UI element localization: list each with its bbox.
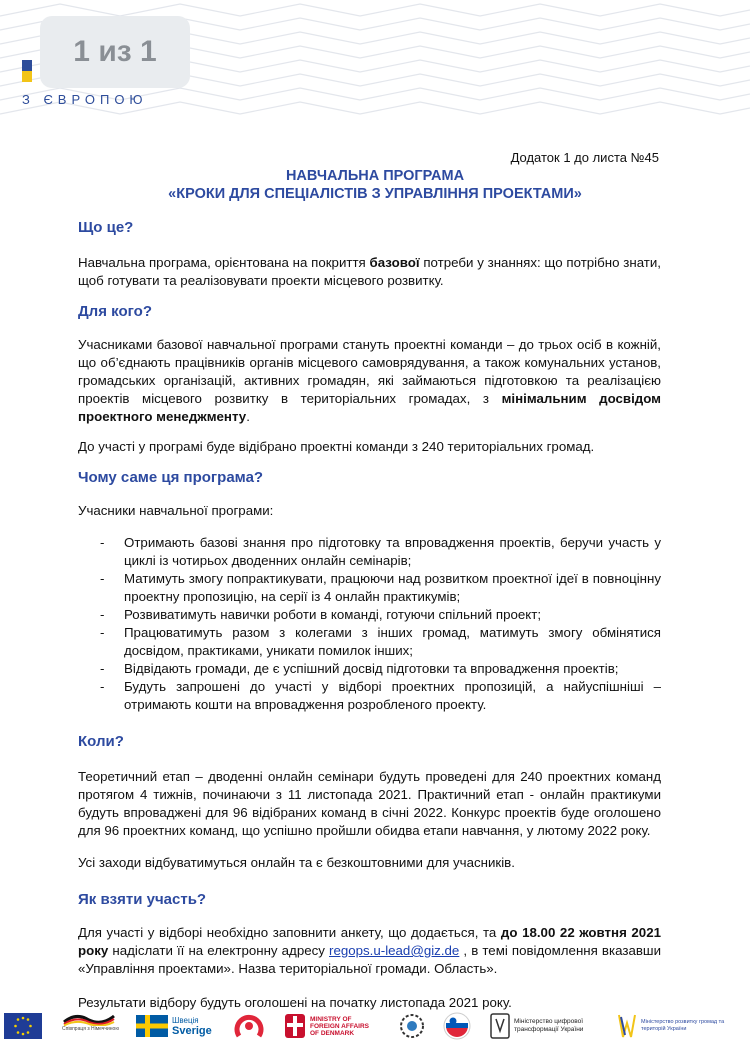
title-line-2: «КРОКИ ДЛЯ СПЕЦІАЛІСТІВ З УПРАВЛІННЯ ПРОЕКТАМИ» — [168, 186, 582, 202]
partner-logos-footer — [0, 1008, 750, 1041]
denmark-ministry-logo: MINISTRY OF FOREIGN AFFAIRS OF DENMARK — [284, 1012, 376, 1040]
heading-why: Чому саме ця програма? — [78, 469, 264, 486]
digital-ministry-logo: Міністерство цифрової трансформації України — [490, 1012, 598, 1040]
paragraph-who-count: До участі у програмі буде відібрано проектні команди з 240 територіальних громад. — [78, 439, 595, 454]
list-item: - Працюватимуть разом з колегами з інших громад, матимуть змогу обмінятися досвідом, практиками, уникати помилок інших; — [78, 624, 661, 660]
regional-ministry-logo: Міністерство розвитку громад та територій України — [616, 1012, 741, 1040]
list-item: - Розвиватимуть навички роботи в команді, готуючи спільний проект; — [78, 606, 661, 624]
list-item: - Отримають базові знання про підготовку та впровадження проектів, беручи участь у циклі із чотирьох дводенних онлайн семінарів; — [78, 534, 661, 570]
annex-note: Додаток 1 до листа №45 — [510, 150, 659, 165]
paragraph-results: Результати відбору будуть оголошені на початку листопада 2021 року. — [78, 995, 512, 1010]
list-item: - Матимуть змогу попрактикувати, працюючи над розвитком проектної ідеї в повноцінну проектну пропозицію, на серії із 4 онлайн практикумів; — [78, 570, 661, 606]
list-item: - Будуть запрошені до участі у відборі проектних пропозицій, а найуспішніші – отримають кошти на впровадження розробленого проекту. — [78, 678, 661, 714]
title-line-1: НАВЧАЛЬНА ПРОГРАМА — [285, 168, 465, 184]
paragraph-how: Для участі у відборі необхідно заповнити анкету, що додається, та до 18.00 22 жовтня 2021 року надіслати її на електронну адресу regops.u-lead@giz.de , в темі повідомлення вказавши «Управління проектами». Назва територіальної громади. Область». — [78, 925, 661, 976]
paragraph-when: Теоретичний етап – дводенні онлайн семінари будуть проведені для 240 проектних команд протягом 4 тижнів, починаючи з 11 листопада 2021. Практичний етап - онлайн практикуми будуть впроваджені для 96 відібраних команд в січні 2022. Конкурс проектів буде оголошено для 96 проектних команд, що успішно пройшли обидва етапи навчання, у лютому 2022 року. — [78, 769, 661, 838]
document-body — [78, 218, 661, 1012]
email-link[interactable]: regops.u-lead@giz.de — [329, 943, 460, 958]
eu-logo-caption: З ЄВРОПОЮ — [22, 92, 148, 107]
heading-who: Для кого? — [78, 303, 152, 320]
paragraph-who: Учасниками базової навчальної програми стануть проектні команди – до трьох осіб в кожній, що об’єднають працівників органів місцевого самоврядування, а також комунальних установ, громадських організацій, активних громадян, які займаються підготовкою та реалізацією проектів місцевого розвитку в територіальних громадах, з мінімальним досвідом проектного менеджменту. — [78, 337, 661, 424]
paragraph-when-free: Усі заходи відбуватимуться онлайн та є безкоштовними для учасників. — [78, 855, 515, 870]
paragraph-why-intro: Учасники навчальної програми: — [78, 503, 274, 518]
paragraph-what: Навчальна програма, орієнтована на покриття базової потреби у знаннях: що потрібно знати, щоб готувати та реалізовувати проекти місцевого розвитку. — [78, 255, 662, 288]
eu-flag-logo — [4, 1012, 42, 1040]
eu-logo-mark — [22, 60, 32, 82]
slovenia-logo — [443, 1012, 471, 1040]
u-lead-logo — [233, 1012, 265, 1040]
estonia-logo — [394, 1012, 430, 1040]
benefits-list — [78, 534, 661, 714]
germany-cooperation-logo: Співпраця з Німеччиною — [62, 1012, 119, 1040]
heading-what: Що це? — [78, 219, 134, 236]
heading-how: Як взяти участь? — [78, 891, 207, 908]
document-title — [0, 167, 750, 203]
heading-when: Коли? — [78, 733, 124, 750]
sweden-logo: Швеція Sverige — [136, 1012, 212, 1040]
page-counter: 1 из 1 — [40, 16, 190, 88]
list-item: - Відвідають громади, де є успішний досвід підготовки та впровадження проектів; — [78, 660, 661, 678]
